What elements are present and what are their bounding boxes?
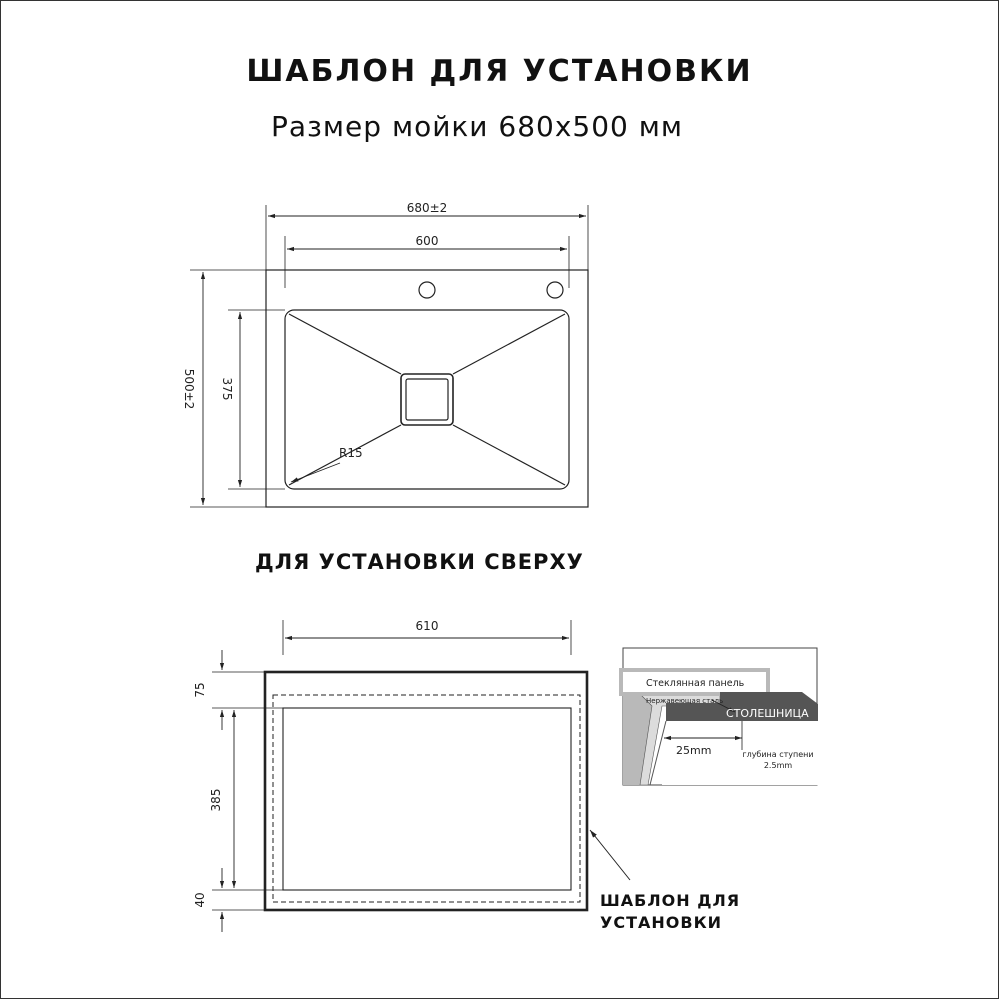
dim-label-75: 75 bbox=[193, 682, 207, 698]
dim-label-500: 500±2 bbox=[182, 368, 196, 410]
dim-label-610: 610 bbox=[415, 619, 439, 633]
template-label-line2: УСТАНОВКИ bbox=[600, 913, 723, 932]
dim-label-385: 385 bbox=[209, 788, 223, 812]
drain-inner bbox=[406, 379, 448, 420]
glass-panel-label: Стеклянная панель bbox=[646, 678, 745, 689]
template-view bbox=[212, 620, 630, 932]
dim-label-40: 40 bbox=[193, 892, 207, 908]
dim-label-680: 680±2 bbox=[406, 201, 448, 215]
radius-leader bbox=[291, 463, 340, 482]
top-view bbox=[190, 205, 588, 507]
template-label-line1: ШАБЛОН ДЛЯ bbox=[600, 891, 741, 910]
section-title: ДЛЯ УСТАНОВКИ СВЕРХУ bbox=[255, 550, 584, 574]
slope-line bbox=[453, 314, 565, 374]
bowl-opening bbox=[283, 708, 571, 890]
radius-label: R15 bbox=[339, 446, 363, 460]
template-leader bbox=[590, 830, 630, 880]
step-depth-label: глубина ступени bbox=[742, 750, 814, 759]
tap-hole bbox=[419, 282, 435, 298]
countertop-label: СТОЛЕШНИЦА bbox=[726, 707, 809, 720]
bowl-outline bbox=[285, 310, 569, 489]
page-title: ШАБЛОН ДЛЯ УСТАНОВКИ bbox=[246, 54, 753, 89]
stainless-label: Нержавеющая сталь bbox=[646, 697, 724, 705]
slope-line bbox=[289, 314, 401, 374]
tap-hole bbox=[547, 282, 563, 298]
page-subtitle: Размер мойки 680x500 мм bbox=[270, 110, 684, 143]
cut-line-dashed bbox=[273, 695, 580, 902]
step-depth-value: 2.5mm bbox=[763, 761, 793, 770]
template-label bbox=[600, 890, 740, 934]
slope-line bbox=[453, 425, 565, 485]
drain-outer bbox=[401, 374, 453, 425]
dim-label-375: 375 bbox=[220, 377, 234, 401]
offset-label: 25mm bbox=[676, 744, 712, 757]
dim-label-600: 600 bbox=[415, 234, 439, 248]
